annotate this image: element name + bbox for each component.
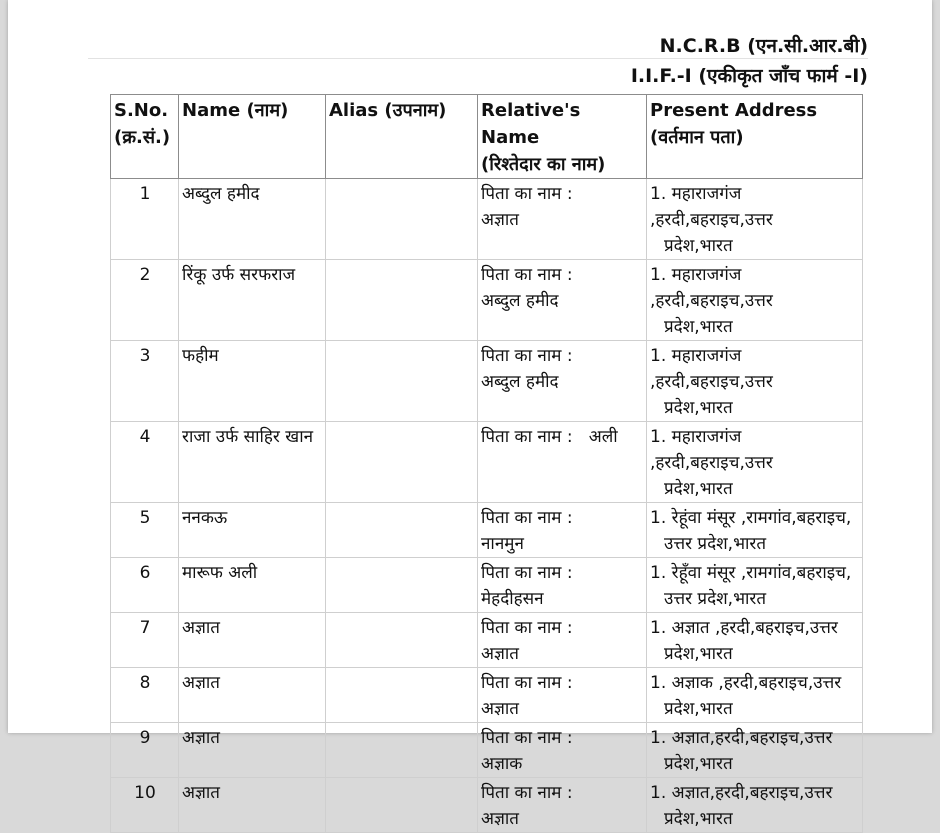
address-cell bbox=[647, 668, 863, 723]
address-line2: प्रदेश,भारत bbox=[664, 644, 733, 664]
name-cell: अज्ञात bbox=[179, 613, 326, 668]
alias-cell bbox=[326, 503, 478, 558]
address-line1: 1. महाराजगंज ,हरदी,बहराइच,उत्तर bbox=[650, 427, 773, 473]
address-line2: प्रदेश,भारत bbox=[664, 317, 733, 337]
name-cell: अज्ञात bbox=[179, 723, 326, 778]
col-address-hi: (वर्तमान पता) bbox=[650, 127, 744, 148]
name-cell: अज्ञात bbox=[179, 668, 326, 723]
sno-cell: 9 bbox=[111, 723, 179, 778]
address-line1: 1. अज्ञाक ,हरदी,बहराइच,उत्तर bbox=[650, 673, 842, 693]
document-page bbox=[8, 0, 932, 829]
relative-label: पिता का नाम : bbox=[481, 673, 573, 693]
alias-cell bbox=[326, 778, 478, 833]
relative-label: पिता का नाम : bbox=[481, 346, 573, 366]
relative-label: पिता का नाम : bbox=[481, 728, 573, 748]
name-cell: फहीम bbox=[179, 341, 326, 422]
table-body bbox=[111, 179, 863, 833]
relative-label: पिता का नाम : bbox=[481, 265, 573, 285]
address-line2: प्रदेश,भारत bbox=[664, 809, 733, 829]
col-sno-hi: (क्र.सं.) bbox=[114, 127, 171, 148]
address-cell bbox=[647, 341, 863, 422]
col-relative-header bbox=[478, 95, 647, 179]
address-line2: प्रदेश,भारत bbox=[664, 236, 733, 256]
alias-cell bbox=[326, 260, 478, 341]
sno-cell: 4 bbox=[111, 422, 179, 503]
alias-cell bbox=[326, 179, 478, 260]
relative-label: पिता का नाम : bbox=[481, 508, 573, 528]
name-cell: अब्दुल हमीद bbox=[179, 179, 326, 260]
relative-name: नानमुन bbox=[481, 534, 524, 554]
relative-name: अब्दुल हमीद bbox=[481, 291, 559, 311]
relative-name: मेहदीहसन bbox=[481, 589, 544, 609]
relative-cell bbox=[478, 668, 647, 723]
relative-cell bbox=[478, 341, 647, 422]
table-row bbox=[111, 613, 863, 668]
address-cell bbox=[647, 422, 863, 503]
alias-cell bbox=[326, 558, 478, 613]
header-row bbox=[111, 95, 863, 179]
relative-name: अली bbox=[588, 427, 618, 447]
relative-label: पिता का नाम : bbox=[481, 184, 573, 204]
relative-cell bbox=[478, 613, 647, 668]
address-line2: उत्तर प्रदेश,भारत bbox=[664, 589, 767, 609]
address-line1: 1. रेहूँवा मंसूर ,रामगांव,बहराइच, bbox=[650, 563, 852, 583]
name-cell: ननकऊ bbox=[179, 503, 326, 558]
relative-name: अज्ञात bbox=[481, 809, 519, 829]
table-row bbox=[111, 422, 863, 503]
col-alias-header bbox=[326, 95, 478, 179]
sno-cell: 8 bbox=[111, 668, 179, 723]
table-row bbox=[111, 723, 863, 778]
address-line1: 1. महाराजगंज ,हरदी,बहराइच,उत्तर bbox=[650, 346, 773, 392]
col-sno-header bbox=[111, 95, 179, 179]
col-address-header bbox=[647, 95, 863, 179]
relative-cell bbox=[478, 723, 647, 778]
address-line2: उत्तर प्रदेश,भारत bbox=[664, 534, 767, 554]
relative-cell bbox=[478, 778, 647, 833]
relative-label: पिता का नाम : bbox=[481, 783, 573, 803]
relative-cell bbox=[478, 179, 647, 260]
address-line1: 1. महाराजगंज ,हरदी,बहराइच,उत्तर bbox=[650, 265, 773, 311]
header-divider bbox=[88, 58, 868, 59]
relative-cell bbox=[478, 260, 647, 341]
relative-name: अज्ञात bbox=[481, 210, 519, 230]
relative-cell bbox=[478, 503, 647, 558]
address-cell bbox=[647, 558, 863, 613]
sno-cell: 2 bbox=[111, 260, 179, 341]
relative-label: पिता का नाम : bbox=[481, 618, 573, 638]
address-line2: प्रदेश,भारत bbox=[664, 699, 733, 719]
sno-cell: 6 bbox=[111, 558, 179, 613]
sno-cell: 3 bbox=[111, 341, 179, 422]
name-cell: राजा उर्फ साहिर खान bbox=[179, 422, 326, 503]
name-cell: रिंकू उर्फ सरफराज bbox=[179, 260, 326, 341]
alias-cell bbox=[326, 668, 478, 723]
table-header bbox=[111, 95, 863, 179]
address-cell bbox=[647, 179, 863, 260]
table-row bbox=[111, 260, 863, 341]
relative-cell bbox=[478, 558, 647, 613]
address-cell bbox=[647, 260, 863, 341]
name-cell: मारूफ अली bbox=[179, 558, 326, 613]
col-sno-en: S.No. bbox=[114, 100, 169, 121]
alias-cell bbox=[326, 341, 478, 422]
relative-name: अब्दुल हमीद bbox=[481, 372, 559, 392]
name-cell: अज्ञात bbox=[179, 778, 326, 833]
address-line1: 1. अज्ञात ,हरदी,बहराइच,उत्तर bbox=[650, 618, 838, 638]
table-row bbox=[111, 558, 863, 613]
table-row bbox=[111, 503, 863, 558]
address-line1: 1. रेहूंवा मंसूर ,रामगांव,बहराइच, bbox=[650, 508, 852, 528]
sno-cell: 5 bbox=[111, 503, 179, 558]
address-cell bbox=[647, 613, 863, 668]
col-alias-en: Alias (उपनाम) bbox=[329, 100, 447, 121]
address-line2: प्रदेश,भारत bbox=[664, 479, 733, 499]
address-line1: 1. अज्ञात,हरदी,बहराइच,उत्तर bbox=[650, 728, 833, 748]
relative-label: पिता का नाम : bbox=[481, 563, 573, 583]
iif-form-heading: I.I.F.-I (एकीकृत जाँच फार्म -I) bbox=[630, 65, 868, 87]
address-line1: 1. महाराजगंज ,हरदी,बहराइच,उत्तर bbox=[650, 184, 773, 230]
alias-cell bbox=[326, 723, 478, 778]
col-name-en: Name (नाम) bbox=[182, 100, 289, 121]
col-name-header bbox=[179, 95, 326, 179]
sno-cell: 1 bbox=[111, 179, 179, 260]
relative-name: अज्ञाक bbox=[481, 754, 523, 774]
address-line2: प्रदेश,भारत bbox=[664, 754, 733, 774]
ncrb-heading: N.C.R.B (एन.सी.आर.बी) bbox=[659, 35, 868, 57]
alias-cell bbox=[326, 422, 478, 503]
table-row bbox=[111, 668, 863, 723]
address-cell bbox=[647, 503, 863, 558]
accused-table bbox=[110, 94, 863, 833]
relative-name: अज्ञात bbox=[481, 644, 519, 664]
sno-cell: 10 bbox=[111, 778, 179, 833]
col-relative-en: Relative's Name bbox=[481, 100, 581, 148]
address-line2: प्रदेश,भारत bbox=[664, 398, 733, 418]
alias-cell bbox=[326, 613, 478, 668]
address-cell bbox=[647, 723, 863, 778]
relative-cell bbox=[478, 422, 647, 503]
relative-name: अज्ञात bbox=[481, 699, 519, 719]
table-row bbox=[111, 341, 863, 422]
relative-label: पिता का नाम : bbox=[481, 427, 573, 447]
col-relative-hi: (रिश्तेदार का नाम) bbox=[481, 154, 606, 175]
address-line1: 1. अज्ञात,हरदी,बहराइच,उत्तर bbox=[650, 783, 833, 803]
table-row bbox=[111, 179, 863, 260]
address-cell bbox=[647, 778, 863, 833]
table-row bbox=[111, 778, 863, 833]
sno-cell: 7 bbox=[111, 613, 179, 668]
col-address-en: Present Address bbox=[650, 100, 818, 121]
